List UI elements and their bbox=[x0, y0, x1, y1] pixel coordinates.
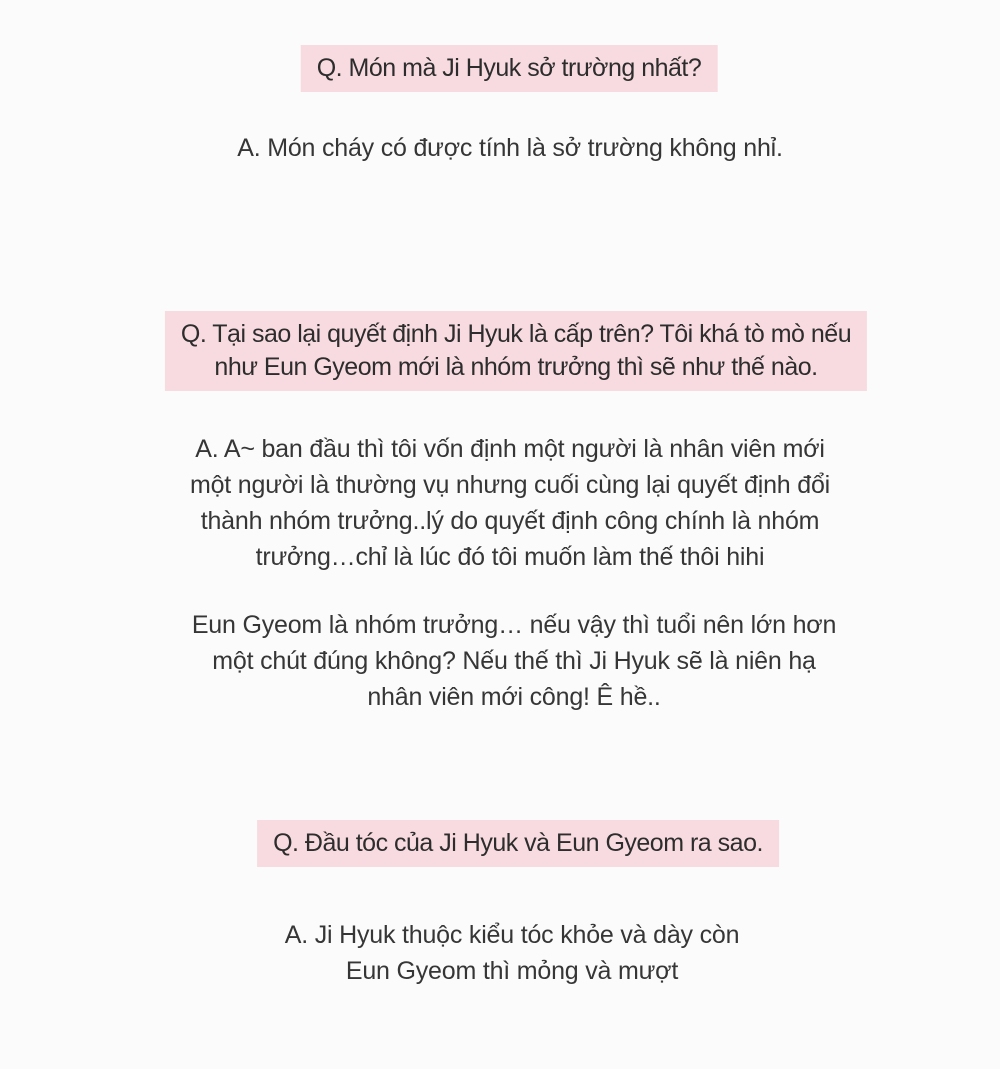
answer-2-line: nhân viên mới công! Ê hề.. bbox=[367, 683, 661, 711]
answer-2-line: thành nhóm trưởng..lý do quyết định công chính là nhóm bbox=[200, 507, 820, 535]
answer-3-line: A. Ji Hyuk thuộc kiểu tóc khỏe và dày còn bbox=[284, 921, 740, 949]
question-2-line: Q. Tại sao lại quyết định Ji Hyuk là cấp trên? Tôi khá tò mò nếu bbox=[180, 320, 852, 348]
answer-2-paragraph-2 bbox=[192, 607, 836, 715]
question-3-line: Q. Đầu tóc của Ji Hyuk và Eun Gyeom ra sao. bbox=[273, 829, 763, 857]
answer-2-line: Eun Gyeom là nhóm trưởng… nếu vậy thì tuổi nên lớn hơn bbox=[191, 611, 837, 639]
answer-2-paragraph-1 bbox=[190, 431, 830, 575]
answer-3-line: Eun Gyeom thì mỏng và mượt bbox=[345, 957, 679, 985]
answer-1-paragraph bbox=[237, 130, 783, 166]
question-1-highlight bbox=[301, 45, 718, 92]
answer-2-line: trưởng…chỉ là lúc đó tôi muốn làm thế thôi hihi bbox=[255, 543, 765, 571]
answer-1-line: A. Món cháy có được tính là sở trường không nhỉ. bbox=[237, 134, 783, 162]
question-3-highlight bbox=[257, 820, 779, 867]
question-1-line: Q. Món mà Ji Hyuk sở trường nhất? bbox=[316, 54, 702, 82]
answer-3-paragraph bbox=[285, 917, 740, 989]
answer-2-line: một chút đúng không? Nếu thế thì Ji Hyuk sẽ là niên hạ bbox=[212, 647, 816, 675]
question-2-line: như Eun Gyeom mới là nhóm trưởng thì sẽ như thế nào. bbox=[214, 353, 818, 381]
question-2-highlight bbox=[165, 311, 867, 391]
answer-2-line: A. A~ ban đầu thì tôi vốn định một người là nhân viên mới bbox=[195, 435, 825, 463]
answer-2-line: một người là thường vụ nhưng cuối cùng lại quyết định đổi bbox=[189, 471, 831, 499]
